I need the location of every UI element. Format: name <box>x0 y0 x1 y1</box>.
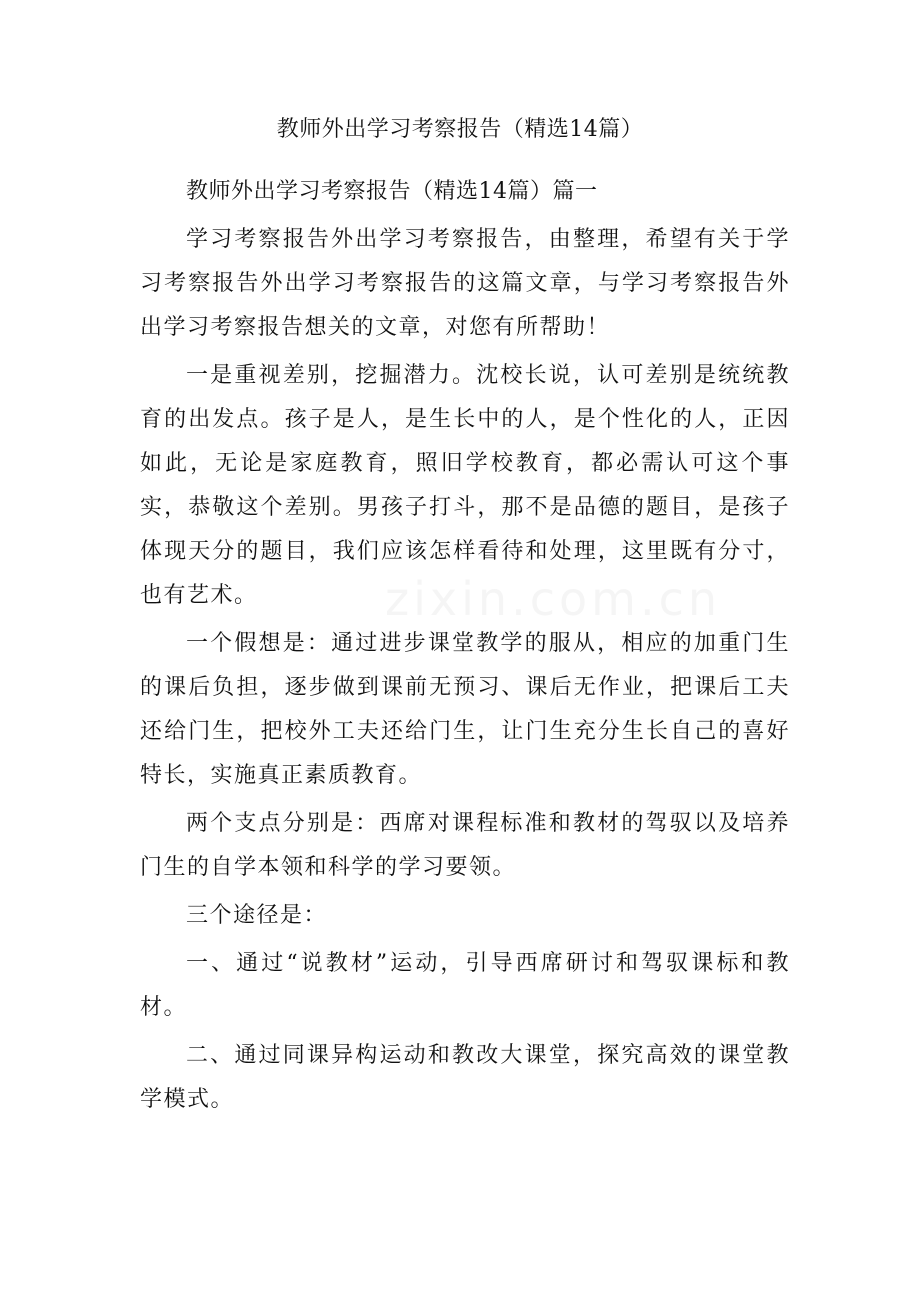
paragraph-three-paths: 三个途径是： <box>186 903 328 928</box>
section-heading: 教师外出学习考察报告（精选14篇）篇一 <box>186 179 598 204</box>
paragraph-path-two: 二、通过同课异构运动和教改大课堂，探究高效的课堂教学模式。 <box>140 1043 790 1112</box>
document-body <box>140 170 790 1126</box>
paragraph-point-one: 一是重视差别，挖掘潜力。沈校长说，认可差别是统统教育的出发点。孩子是人，是生长中的人，是个性化的人，正因如此，无论是家庭教育，照旧学校教育，都必需认可这个事实，恭敬这个差别。男孩子打斗，那不是品德的题目，是孩子体现天分的题目，我们应该怎样看待和处理，这里既有分寸，也有艺术。 <box>140 363 790 608</box>
watermark: zixin.com.cn <box>385 572 722 626</box>
document-title: 教师外出学习考察报告（精选14篇） <box>276 117 644 142</box>
paragraph-hypothesis: 一个假想是：通过进步课堂教学的服从，相应的加重门生的课后负担，逐步做到课前无预习、课后无作业，把课后工夫还给门生，把校外工夫还给门生，让门生充分生长自己的喜好特长，实施真正素质教育。 <box>140 631 790 788</box>
paragraph-two-pivots: 两个支点分别是：西席对课程标准和教材的驾驭以及培养门生的自学本领和科学的学习要领。 <box>140 811 790 880</box>
paragraph-path-one: 一、通过“说教材”运动，引导西席研讨和驾驭课标和教材。 <box>140 951 790 1020</box>
paragraph-intro: 学习考察报告外出学习考察报告，由整理，希望有关于学习考察报告外出学习考察报告的这篇文章，与学习考察报告外出学习考察报告想关的文章，对您有所帮助！ <box>140 227 790 340</box>
